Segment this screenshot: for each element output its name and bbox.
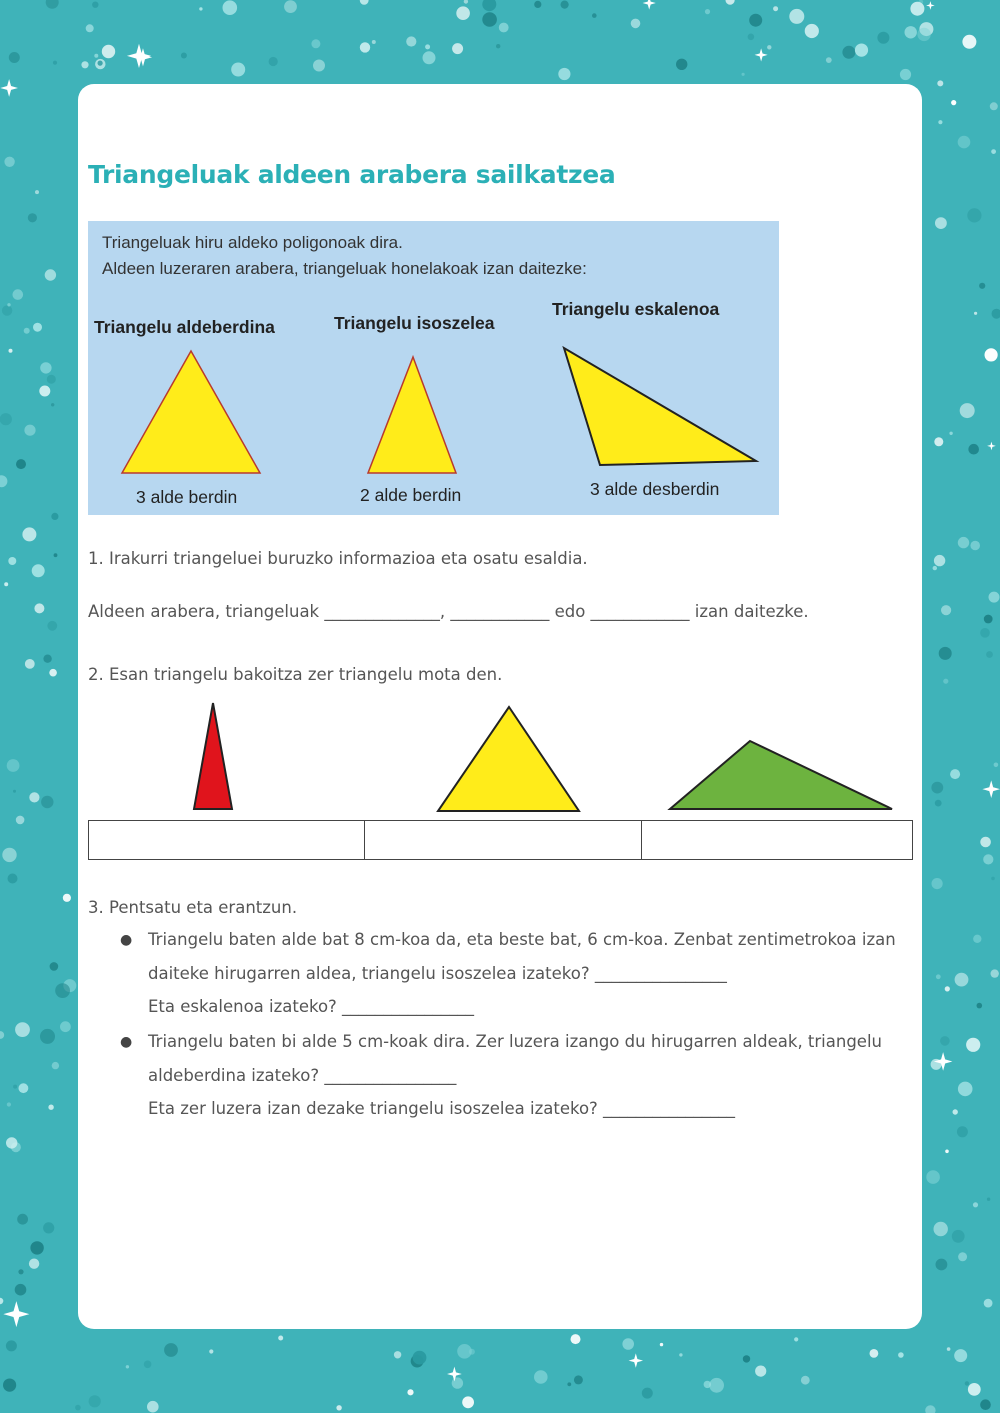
sparkle-dot	[209, 1349, 213, 1353]
sparkle-dot	[7, 303, 10, 306]
sparkle-star-icon	[982, 780, 1000, 798]
isosceles-triangle	[368, 357, 456, 473]
sparkle-dot	[970, 541, 980, 551]
sparkle-dot	[2, 848, 16, 862]
sparkle-dot	[917, 28, 930, 41]
sparkle-dot	[951, 100, 956, 105]
sparkle-dot	[48, 1105, 53, 1110]
sparkle-dot	[987, 1198, 990, 1201]
type-title-isosceles: Triangelu isoszelea	[334, 313, 495, 333]
sparkle-dot	[15, 1284, 27, 1296]
sparkle-dot	[842, 46, 855, 59]
sparkle-dot	[8, 557, 16, 565]
info-line-2: Aldeen luzeraren arabera, triangeluak honelakoak izan daitezke:	[102, 259, 587, 278]
sparkle-dot	[955, 973, 969, 987]
sparkle-dot	[941, 605, 951, 615]
sparkle-dot	[4, 157, 14, 167]
bullet-dot-2: ●	[120, 1034, 133, 1050]
sparkle-star-icon	[629, 1353, 643, 1367]
sparkle-dot	[423, 51, 436, 64]
sparkle-dot	[748, 34, 755, 41]
sparkle-dot	[29, 792, 39, 802]
sparkle-dot	[51, 403, 54, 406]
sparkle-dot	[360, 42, 370, 52]
sparkle-dot	[2, 305, 12, 315]
sparkle-dot	[794, 1337, 798, 1341]
sparkle-dot	[926, 1170, 940, 1184]
sparkle-dot	[6, 1137, 17, 1148]
sparkle-dot	[94, 54, 98, 58]
sparkle-dot	[991, 149, 996, 154]
sparkle-dot	[935, 800, 942, 807]
sparkle-dot	[269, 57, 278, 66]
sparkle-dot	[855, 44, 868, 57]
sparkle-dot	[3, 1379, 16, 1392]
sparkle-dot	[622, 1338, 634, 1350]
sparkle-dot	[962, 35, 976, 49]
sparkle-dot	[973, 1202, 978, 1207]
sparkle-dot	[372, 40, 376, 44]
sparkle-dot	[984, 615, 993, 624]
caption-equilateral: 3 alde berdin	[136, 487, 238, 507]
sparkle-dot	[464, 0, 468, 4]
sparkle-dot	[60, 1021, 71, 1032]
sparkle-dot	[936, 974, 941, 979]
sparkle-dot	[9, 349, 13, 353]
sparkle-dot	[984, 1299, 993, 1308]
sparkle-dot	[960, 403, 975, 418]
sparkle-dot	[973, 935, 981, 943]
sparkle-dot	[223, 0, 238, 15]
sparkle-dot	[0, 475, 7, 487]
sparkle-dot	[934, 555, 945, 566]
q3-b1-line2: daiteke hirugarren aldea, triangelu isoszelea izateko? ________________	[148, 964, 727, 983]
sparkle-dot	[22, 527, 36, 541]
sparkle-dot	[631, 19, 641, 29]
answer-cell-red[interactable]	[89, 821, 365, 860]
sparkle-dot	[980, 1399, 991, 1410]
sparkle-dot	[24, 425, 35, 436]
sparkle-dot	[89, 1395, 101, 1407]
sparkle-dot	[933, 566, 937, 570]
sparkle-dot	[749, 14, 762, 27]
sparkle-dot	[452, 43, 463, 54]
sparkle-dot	[7, 759, 20, 772]
sparkle-dot	[456, 6, 470, 20]
sparkle-dot	[989, 592, 1000, 603]
sparkle-star-icon	[755, 48, 768, 61]
answer-cell-yellow[interactable]	[365, 821, 642, 860]
sparkle-dot	[144, 1361, 152, 1369]
sparkle-dot	[13, 1085, 17, 1089]
sparkle-dot	[482, 12, 497, 27]
sparkle-dot	[126, 1365, 129, 1368]
sparkle-dot	[743, 1355, 750, 1362]
sparkle-dot	[957, 1126, 968, 1137]
sparkle-dot	[284, 0, 297, 13]
sparkle-dot	[86, 24, 94, 32]
sparkle-dot	[905, 26, 917, 38]
green-triangle	[670, 741, 892, 809]
equilateral-triangle	[122, 351, 260, 473]
sparkle-dot	[181, 53, 187, 59]
sparkle-dot	[47, 621, 57, 631]
sparkle-dot	[992, 309, 1000, 319]
sparkle-dot	[952, 1230, 965, 1243]
sparkle-dot	[164, 1343, 178, 1357]
sparkle-dot	[30, 1241, 43, 1254]
sparkle-dot	[801, 1376, 810, 1385]
page-title: Triangeluak aldeen arabera sailkatzea	[88, 160, 616, 189]
yellow-triangle	[438, 707, 579, 811]
sparkle-dot	[35, 190, 39, 194]
q2-prompt: 2. Esan triangelu bakoitza zer triangelu mota den.	[88, 665, 503, 684]
sparkle-dot	[0, 1298, 3, 1304]
sparkle-dot	[0, 1031, 4, 1039]
sparkle-dot	[33, 323, 42, 332]
sparkle-dot	[25, 659, 35, 669]
sparkle-dot	[394, 1351, 401, 1358]
sparkle-dot	[16, 459, 26, 469]
sparkle-dot	[676, 59, 687, 70]
sparkle-dot	[898, 1352, 904, 1358]
q2-triangles	[88, 695, 913, 820]
sparkle-star-icon	[0, 79, 18, 97]
sparkle-dot	[974, 312, 977, 315]
sparkle-dot	[571, 1334, 581, 1344]
sparkle-dot	[958, 1082, 973, 1097]
sparkle-dot	[986, 651, 993, 658]
q1-sentence: Aldeen arabera, triangeluak ______________, ____________ edo ____________ izan daitezke.	[88, 602, 809, 621]
sparkle-dot	[7, 1102, 11, 1106]
sparkle-dot	[452, 1377, 463, 1388]
sparkle-dot	[826, 57, 832, 63]
sparkle-dot	[983, 854, 993, 864]
q3-b2-line3: Eta zer luzera izan dezake triangelu isoszelea izateko? ________________	[148, 1099, 736, 1118]
sparkle-star-icon	[134, 48, 152, 66]
sparkle-star-icon	[926, 1, 935, 10]
sparkle-dot	[939, 647, 952, 660]
q2-answer-table	[88, 820, 913, 860]
sparkle-dot	[499, 23, 509, 33]
sparkle-dot	[54, 553, 58, 557]
sparkle-dot	[24, 328, 30, 334]
sparkle-dot	[63, 894, 71, 902]
sparkle-dot	[980, 628, 990, 638]
red-triangle	[194, 703, 232, 809]
sparkle-dot	[40, 1029, 55, 1044]
bullet-dot-1: ●	[120, 932, 133, 948]
sparkle-dot	[805, 24, 819, 38]
sparkle-dot	[742, 73, 745, 76]
sparkle-dot	[32, 564, 45, 577]
sparkle-star-icon	[3, 1301, 29, 1327]
sparkle-dot	[18, 1269, 23, 1274]
sparkle-dot	[936, 1259, 948, 1271]
sparkle-dot	[55, 983, 70, 998]
sparkle-dot	[40, 362, 51, 373]
sparkle-dot	[567, 1382, 571, 1386]
sparkle-dot	[773, 6, 778, 11]
sparkle-dot	[45, 269, 56, 280]
sparkle-dot	[462, 1396, 474, 1408]
sparkle-dot	[934, 1222, 948, 1236]
sparkle-dot	[313, 60, 325, 72]
sparkle-dot	[767, 45, 771, 49]
sparkle-dot	[705, 9, 710, 14]
sparkle-dot	[950, 769, 960, 779]
sparkle-dot	[945, 1150, 949, 1154]
sparkle-star-icon	[987, 442, 996, 451]
sparkle-dot	[574, 1375, 583, 1384]
sparkle-dot	[932, 878, 943, 889]
sparkle-dot	[92, 1, 98, 7]
sparkle-dot	[980, 837, 991, 848]
sparkle-dot	[925, 1405, 935, 1413]
sparkle-dot	[407, 1389, 413, 1395]
sparkle-dot	[900, 69, 911, 80]
sparkle-dot	[457, 1344, 472, 1359]
caption-scalene: 3 alde desberdin	[590, 479, 720, 499]
sparkle-dot	[13, 790, 16, 793]
sparkle-dot	[985, 348, 998, 361]
sparkle-dot	[943, 679, 948, 684]
sparkle-dot	[561, 1, 569, 9]
sparkle-dot	[910, 2, 924, 16]
sparkle-dot	[51, 513, 58, 520]
sparkle-dot	[496, 44, 500, 48]
sparkle-dot	[968, 444, 979, 455]
sparkle-dot	[558, 68, 570, 80]
sparkle-dot	[958, 1252, 967, 1261]
sparkle-dot	[994, 763, 999, 768]
sparkle-dot	[789, 9, 804, 24]
q3-b1-line1: Triangelu baten alde bat 8 cm-koa da, eta beste bat, 6 cm-koa. Zenbat zentimetrokoa izan	[148, 930, 896, 949]
sparkle-star-icon	[643, 0, 656, 10]
sparkle-dot	[336, 1405, 341, 1410]
sparkle-dot	[75, 1405, 81, 1411]
sparkle-dot	[990, 102, 998, 110]
sparkle-dot	[413, 1351, 427, 1365]
sparkle-dot	[4, 582, 8, 586]
sparkle-dot	[940, 1036, 950, 1046]
sparkle-dot	[199, 7, 202, 10]
q3-prompt: 3. Pentsatu eta erantzun.	[88, 898, 298, 917]
sparkle-dot	[406, 36, 416, 46]
sparkle-dot	[967, 208, 981, 222]
caption-isosceles: 2 alde berdin	[360, 485, 462, 505]
sparkle-dot	[642, 1388, 653, 1399]
sparkle-dot	[231, 63, 245, 77]
sparkle-dot	[39, 386, 50, 397]
sparkle-dot	[29, 1259, 39, 1269]
sparkle-dot	[43, 655, 51, 663]
sparkle-dot	[954, 1349, 967, 1362]
sparkle-dot	[979, 283, 985, 289]
sparkle-dot	[46, 0, 59, 9]
sparkle-dot	[43, 1222, 54, 1233]
sparkle-dot	[755, 1366, 766, 1377]
q3-b2-line2: aldeberdina izateko? ________________	[148, 1066, 457, 1085]
sparkle-dot	[52, 1062, 59, 1069]
info-line-1: Triangeluak hiru aldeko poligonoak dira.	[102, 233, 403, 252]
sparkle-dot	[425, 44, 430, 49]
info-triangles	[88, 221, 779, 515]
sparkle-dot	[311, 39, 320, 48]
sparkle-dot	[53, 61, 57, 65]
sparkle-dot	[6, 1340, 17, 1351]
sparkle-dot	[945, 986, 950, 991]
sparkle-dot	[965, 1381, 969, 1385]
sparkle-dot	[977, 1003, 983, 1009]
sparkle-dot	[934, 437, 943, 446]
sparkle-dot	[19, 1083, 29, 1093]
sparkle-dot	[15, 1022, 30, 1037]
sparkle-dot	[41, 796, 53, 808]
sparkle-dot	[726, 0, 735, 5]
sparkle-dot	[47, 375, 56, 384]
answer-cell-green[interactable]	[642, 821, 913, 860]
sparkle-dot	[931, 782, 943, 794]
sparkle-dot	[98, 61, 103, 66]
q3-b1-line3: Eta eskalenoa izateko? ________________	[148, 997, 475, 1016]
sparkle-dot	[8, 874, 18, 884]
sparkle-dot	[660, 1343, 663, 1346]
sparkle-dot	[953, 1109, 958, 1114]
sparkle-dot	[991, 877, 995, 881]
sparkle-dot	[482, 0, 496, 11]
info-image	[88, 221, 779, 515]
sparkle-dot	[966, 1038, 980, 1052]
sparkle-dot	[968, 1383, 981, 1396]
sparkle-dot	[534, 1370, 548, 1384]
sparkle-dot	[937, 80, 943, 86]
type-title-equilateral: Triangelu aldeberdina	[94, 317, 275, 337]
sparkle-dot	[949, 432, 952, 435]
q3-b2-line1: Triangelu baten bi alde 5 cm-koak dira. Zer luzera izango du hirugarren aldeak, triangelu	[148, 1032, 883, 1051]
sparkle-dot	[50, 962, 59, 971]
sparkle-dot	[102, 45, 115, 58]
sparkle-dot	[0, 413, 12, 425]
sparkle-dot	[49, 669, 57, 677]
sparkle-dot	[991, 969, 999, 977]
sparkle-dot	[947, 1347, 951, 1351]
type-title-scalene: Triangelu eskalenoa	[552, 299, 720, 319]
sparkle-dot	[877, 32, 889, 44]
sparkle-dot	[360, 0, 369, 5]
q1-prompt: 1. Irakurri triangeluei buruzko informazioa eta osatu esaldia.	[88, 549, 588, 568]
sparkle-dot	[9, 52, 20, 63]
sparkle-dot	[935, 217, 947, 229]
sparkle-dot	[870, 1349, 879, 1358]
sparkle-dot	[81, 61, 88, 68]
sparkle-dot	[592, 13, 597, 18]
sparkle-dot	[534, 1, 541, 8]
sparkle-dot	[34, 603, 44, 613]
sparkle-dot	[16, 816, 25, 825]
sparkle-dot	[147, 1401, 159, 1413]
sparkle-dot	[12, 289, 23, 300]
sparkle-dot	[938, 120, 942, 124]
sparkle-dot	[709, 1378, 724, 1393]
sparkle-dot	[958, 136, 971, 149]
sparkle-dot	[958, 537, 969, 548]
sparkle-dot	[278, 1336, 283, 1341]
scalene-triangle	[564, 348, 756, 465]
sparkle-dot	[28, 213, 37, 222]
sparkle-dot	[679, 1353, 682, 1356]
sparkle-dot	[17, 1214, 28, 1225]
